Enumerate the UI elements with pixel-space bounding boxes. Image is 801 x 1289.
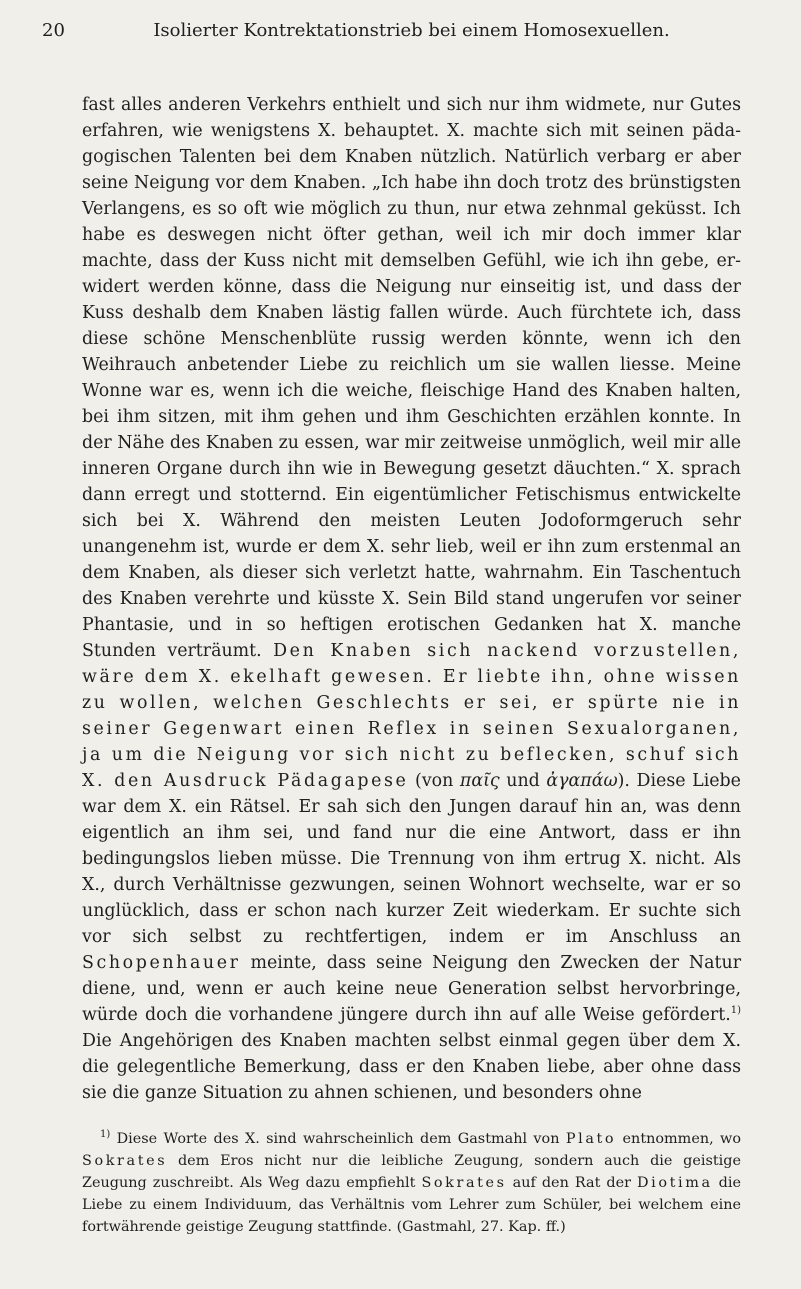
text-segment: fast alles anderen Verkehrs enthielt und sich nur ihm widmete, nur Gutes erfahren, wie wenigstens X. behauptet. X. machte sich mit seinen pädagogischen Talenten bei dem Knaben nützlich. Natürlich verbarg er aber seine Neigung vor dem Knaben. „Ich habe ihn doch trotz des brünstigsten Verlangens, es so oft wie möglich zu thun, nur etwa zehnmal geküsst. Ich habe es deswegen nicht öfter gethan, weil ich mir doch immer klar machte, dass der Kuss nicht mit demselben Gefühl, wie ich ihn gebe, erwidert werden könne, dass die Neigung nur einseitig ist, und dass der Kuss deshalb dem Knaben lästig fallen würde. Auch fürchtete ich, dass diese schöne Menschenblüte russig werden könnte, wenn ich den Weihrauch anbetender Liebe zu reichlich um sie wallen liesse. Meine Wonne war es, wenn ich die weiche, fleischige Hand des Knaben halten, bei ihm sitzen, mit ihm gehen und ihm Geschichten erzählen konnte. In der Nähe des Knaben zu essen, war mir zeitweise unmöglich, weil mir alle inneren Organe durch ihn wie in Bewegung gesetzt däuchten.“ X. sprach dann erregt und stotternd. Ein eigentümlicher Fetischismus entwickelte sich bei X. Während den meisten Leuten Jodoformgeruch sehr unangenehm ist, wurde er dem X. sehr lieb, weil er ihn zum erstenmal an dem Knaben, als dieser sich verletzt hatte, wahrnahm. Ein Taschentuch des Knaben verehrte und küsste X. Sein Bild stand ungerufen vor seiner Phantasie, und in so heftigen erotischen Gedanken hat X. manche Stunden verträumt. xyxy=(82,95,741,661)
author-name-schopenhauer: Schopenhauer xyxy=(82,953,241,973)
text-segment: dem Eros nicht nur die leibliche Zeugung, sondern auch die geistige Zeugung zuschreibt. Als Weg dazu empfiehlt xyxy=(82,1153,742,1191)
name-diotima: Diotima xyxy=(637,1175,713,1191)
page-number: 20 xyxy=(42,20,65,41)
text-segment: meinte, dass seine Neigung den Zwecken der Natur diene, und, wenn er auch keine neue Generation selbst hervorbringe, würde doch die vorhandene jüngere durch ihn auf alle Weise gefördert. xyxy=(82,953,742,1025)
text-segment: auf den Rat der xyxy=(512,1175,631,1191)
page-header xyxy=(42,20,741,50)
text-segment: und xyxy=(506,771,540,791)
text-segment: entnommen, wo xyxy=(622,1131,742,1147)
text-segment: (von xyxy=(415,771,454,791)
name-sokrates: Sokrates xyxy=(421,1175,507,1191)
footnote-marker: 1) xyxy=(100,1129,111,1141)
greek-word: ἀγαπάω xyxy=(546,771,618,791)
main-paragraph xyxy=(82,92,741,1106)
footnote-paragraph xyxy=(82,1128,741,1238)
text-segment: Diese Worte des X. sind wahrscheinlich dem Gastmahl von xyxy=(116,1131,560,1147)
greek-word: παῖς xyxy=(459,771,500,791)
running-title: Isolierter Kontrektationstrieb bei einem Homosexuellen. xyxy=(153,20,670,41)
name-plato: Plato xyxy=(565,1131,617,1147)
text-segment: ). Diese Liebe war dem X. ein Rätsel. Er sah sich den Jungen darauf hin an, was denn eigentlich an ihm sei, und fand nur die eine Antwort, dass er ihn bedingungslos lieben müsse. Die Trennung von ihm ertrug X. nicht. Als X., durch Verhältnisse gezwungen, seinen Wohnort wechselte, war er so unglücklich, dass er schon nach kurzer Zeit wiederkam. Er suchte sich vor sich selbst zu rechtfertigen, indem er im Anschluss an xyxy=(82,771,741,947)
spaced-emphasis-text: Den Knaben sich nackend vorzustellen, wäre dem X. ekelhaft gewesen. Er liebte ihn, ohne wissen zu wollen, welchen Geschlechts er sei, er spürte nie in seiner Gegenwart einen Reflex in seinen Sexualorganen, ja um die Neigung vor sich nicht zu beflecken, schuf sich X. den Ausdruck Pädagapese xyxy=(82,641,741,791)
name-sokrates: Sokrates xyxy=(82,1153,168,1169)
text-segment: die Liebe zu einem Individuum, das Verhältnis vom Lehrer zum Schüler, bei welchem eine fortwährende geistige Zeugung stattfinde. (Gastmahl, 27. Kap. ff.) xyxy=(82,1175,741,1235)
footnote-reference: 1) xyxy=(730,1005,741,1017)
footnote xyxy=(42,1128,741,1238)
main-text xyxy=(42,92,741,1106)
text-segment: Die Angehörigen des Knaben machten selbst einmal gegen über dem X. die gelegentliche Bemerkung, dass er den Knaben liebe, aber ohne dass sie die ganze Situation zu ahnen schienen, und besonders ohne xyxy=(82,1031,741,1103)
